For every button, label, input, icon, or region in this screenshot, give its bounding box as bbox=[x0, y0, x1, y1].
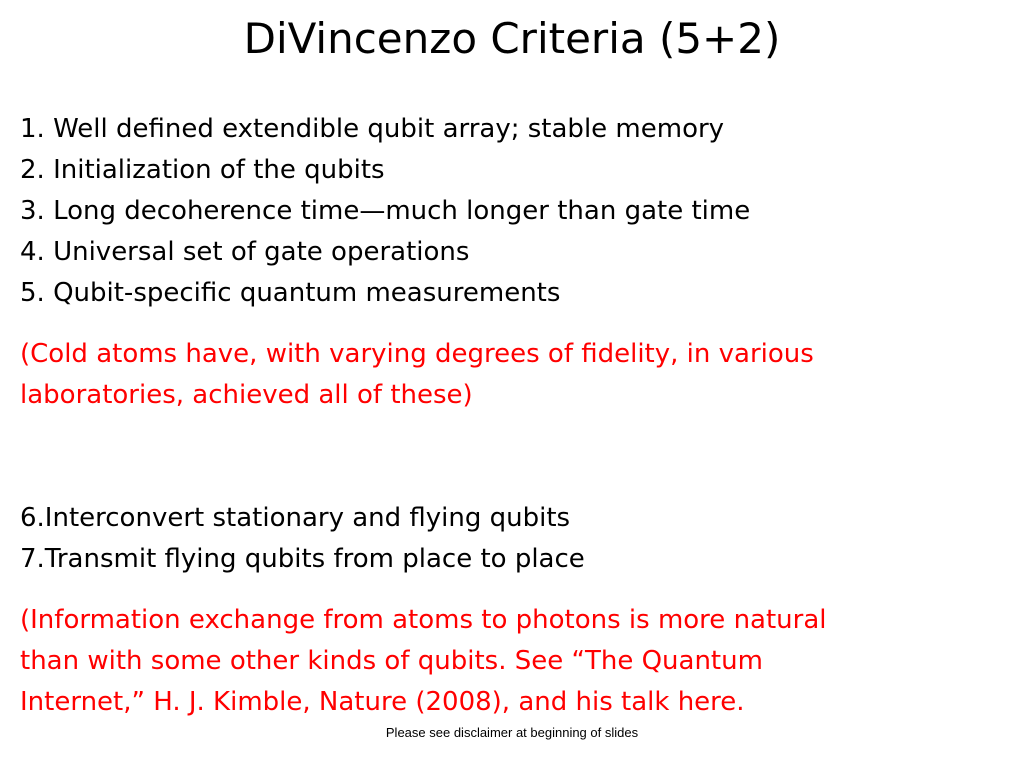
criterion-4: 4. Universal set of gate operations bbox=[20, 237, 470, 267]
information-exchange-note-line-2: than with some other kinds of qubits. See “The Quantum bbox=[20, 646, 763, 676]
criterion-3: 3. Long decoherence time—much longer than gate time bbox=[20, 196, 751, 226]
slide-title: DiVincenzo Criteria (5+2) bbox=[243, 14, 781, 63]
criteria-list-1-5 bbox=[20, 109, 1010, 314]
criteria-list-6-7 bbox=[20, 498, 1010, 580]
information-exchange-note-line-1: (Information exchange from atoms to photons is more natural bbox=[20, 605, 827, 635]
information-exchange-note-line-3: Internet,” H. J. Kimble, Nature (2008), and his talk here. bbox=[20, 687, 745, 717]
cold-atoms-note bbox=[20, 334, 1010, 416]
criterion-5: 5. Qubit-specific quantum measurements bbox=[20, 278, 561, 308]
criterion-1: 1. Well defined extendible qubit array; stable memory bbox=[20, 114, 725, 144]
cold-atoms-note-line-2: laboratories, achieved all of these) bbox=[20, 380, 473, 410]
cold-atoms-note-line-1: (Cold atoms have, with varying degrees of fidelity, in various bbox=[20, 339, 814, 369]
criterion-7: 7.Transmit flying qubits from place to place bbox=[20, 544, 585, 574]
criterion-2: 2. Initialization of the qubits bbox=[20, 155, 385, 185]
criterion-6: 6.Interconvert stationary and flying qubits bbox=[20, 503, 571, 533]
disclaimer-footer: Please see disclaimer at beginning of slides bbox=[385, 725, 639, 740]
information-exchange-note bbox=[20, 600, 1010, 723]
